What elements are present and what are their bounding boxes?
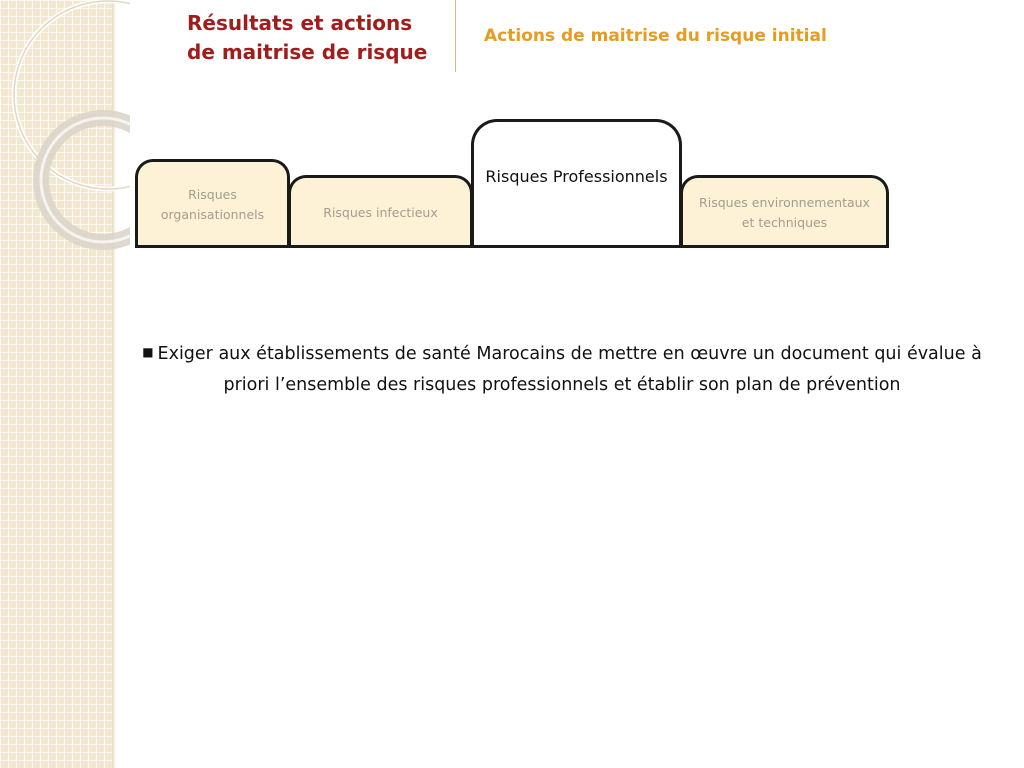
tab-label: Risques environnementaux et techniques [699,195,870,230]
risk-tabs [0,0,1024,260]
tab-risques-professionnels[interactable] [471,119,682,248]
page-title-line-1: Résultats et actions [187,11,413,35]
section-subtitle: Actions de maitrise du risque initial [484,26,827,46]
tab-label: Risques infectieux [323,205,438,220]
tab-risques-environnementaux[interactable] [680,175,889,248]
content-paragraph [140,337,984,401]
square-bullet-icon: ■ [142,345,154,359]
tab-risques-organisationnels[interactable] [135,159,290,248]
tab-risques-infectieux[interactable] [288,175,473,248]
tab-label: Risques Professionnels [485,167,668,186]
content-text: Exiger aux établissements de santé Marocains de mettre en œuvre un document qui évalue à priori l’ensemble des risques professionnels et établir son plan de prévention [157,344,982,395]
tab-label: Risques organisationnels [160,187,265,222]
tabs-baseline [135,245,889,248]
page-title-line-2: de maitrise de risque [187,40,428,64]
